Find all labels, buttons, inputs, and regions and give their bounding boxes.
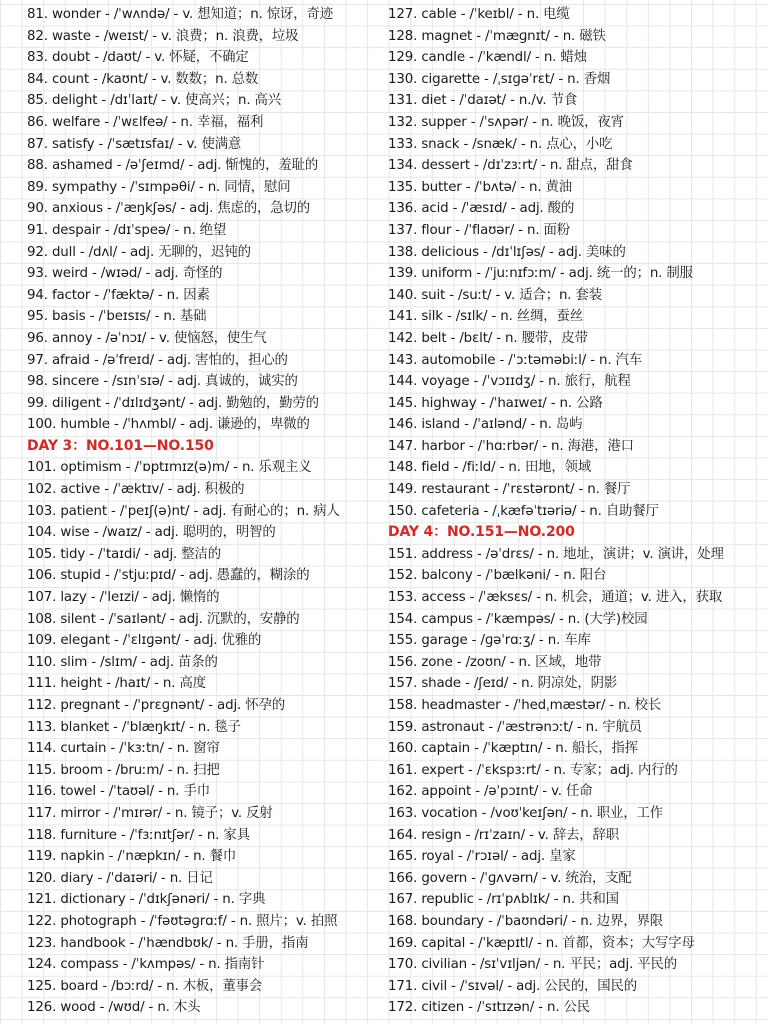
entry-145: 145. highway - /ˈhaɪweɪ/ - n. 公路 (388, 395, 603, 411)
entry-142: 142. belt - /bɛlt/ - n. 腰带，皮带 (388, 330, 588, 346)
entry-147: 147. harbor - /ˈhɑːrbər/ - n. 海港，港口 (388, 438, 634, 454)
entry-094: 94. factor - /ˈfæktə/ - n. 因素 (27, 287, 210, 303)
entry-090: 90. anxious - /ˈæŋkʃəs/ - adj. 焦虑的，急切的 (27, 201, 311, 217)
entry-107: 107. lazy - /ˈleɪzi/ - adj. 懒惰的 (27, 590, 220, 606)
entry-155: 155. garage - /ɡəˈrɑːʒ/ - n. 车库 (388, 633, 591, 649)
entry-113: 113. blanket - /ˈblæŋkɪt/ - n. 毯子 (27, 719, 241, 735)
entry-097: 97. afraid - /əˈfreɪd/ - adj. 害怕的，担心的 (27, 352, 288, 368)
entry-096: 96. annoy - /əˈnɔɪ/ - v. 使恼怒，使生气 (27, 330, 267, 346)
entry-123: 123. handbook - /ˈhændbʊk/ - n. 手册，指南 (27, 935, 309, 951)
entry-133: 133. snack - /snæk/ - n. 点心，小吃 (388, 136, 613, 152)
entry-138: 138. delicious - /dɪˈlɪʃəs/ - adj. 美味的 (388, 244, 626, 260)
entry-156: 156. zone - /zoʊn/ - n. 区域，地带 (388, 654, 602, 670)
entry-112: 112. pregnant - /ˈprɛɡnənt/ - adj. 怀孕的 (27, 698, 285, 713)
entry-092: 92. dull - /dʌl/ - adj. 无聊的，迟钝的 (27, 244, 251, 260)
entry-161: 161. expert - /ˈɛkspɜːrt/ - n. 专家；adj. 内行的 (388, 762, 678, 778)
entry-143: 143. automobile - /ˈɔːtəməbiːl/ - n. 汽车 (388, 352, 643, 368)
entry-110: 110. slim - /slɪm/ - adj. 苗条的 (27, 654, 218, 670)
entry-132: 132. supper - /ˈsʌpər/ - n. 晚饭，夜宵 (388, 114, 624, 130)
entry-154: 154. campus - /ˈkæmpəs/ - n. (大学)校园 (388, 611, 648, 627)
entry-102: 102. active - /ˈæktɪv/ - adj. 积极的 (27, 482, 245, 498)
entry-085: 85. delight - /dɪˈlaɪt/ - v. 使高兴；n. 高兴 (27, 93, 282, 109)
entry-172: 172. citizen - /ˈsɪtɪzən/ - n. 公民 (388, 1000, 591, 1016)
entry-129: 129. candle - /ˈkændl/ - n. 蜡烛 (388, 50, 587, 66)
entry-091: 91. despair - /dɪˈspeə/ - n. 绝望 (27, 222, 227, 238)
entry-125: 125. board - /bɔːrd/ - n. 木板，董事会 (27, 978, 263, 994)
entry-169: 169. capital - /ˈkæpɪtl/ - n. 首都，资本；大写字母 (388, 935, 695, 951)
entry-118: 118. furniture - /ˈfɜːnɪtʃər/ - n. 家具 (27, 827, 250, 843)
entry-130: 130. cigarette - /ˌsɪɡəˈrɛt/ - n. 香烟 (388, 71, 611, 87)
entry-128: 128. magnet - /ˈmæɡnɪt/ - n. 磁铁 (388, 28, 606, 44)
entry-160: 160. captain - /ˈkæptɪn/ - n. 船长，指挥 (388, 741, 639, 757)
entry-167: 167. republic - /rɪˈpʌblɪk/ - n. 共和国 (388, 892, 619, 908)
entry-140: 140. suit - /suːt/ - v. 适合；n. 套装 (388, 287, 602, 303)
entry-157: 157. shade - /ʃeɪd/ - n. 阴凉处，阴影 (388, 676, 618, 692)
entry-086: 86. welfare - /ˈwɛlfeə/ - n. 幸福，福利 (27, 114, 264, 130)
entry-101: 101. optimism - /ˈɒptɪmɪz(ə)m/ - n. 乐观主义 (27, 460, 312, 476)
entry-114: 114. curtain - /ˈkɜːtn/ - n. 窗帘 (27, 741, 220, 757)
entry-168: 168. boundary - /ˈbaʊndəri/ - n. 边界，界限 (388, 913, 663, 929)
entry-117: 117. mirror - /ˈmɪrər/ - n. 镜子；v. 反射 (27, 805, 273, 821)
entry-122: 122. photograph - /ˈfəʊtəɡrɑːf/ - n. 照片；v. 拍照 (27, 913, 338, 929)
entry-170: 170. civilian - /sɪˈvɪljən/ - n. 平民；adj. 平民的 (388, 957, 678, 973)
day-3-heading: DAY 3：NO.101—NO.150 (27, 437, 214, 454)
day-4-heading: DAY 4：NO.151—NO.200 (388, 524, 575, 541)
entry-127: 127. cable - /ˈkeɪbl/ - n. 电缆 (388, 7, 570, 22)
left-column (27, 4, 382, 1019)
entry-151: 151. address - /əˈdrɛs/ - n. 地址，演讲；v. 演讲，处理 (388, 546, 724, 562)
entry-120: 120. diary - /ˈdaɪəri/ - n. 日记 (27, 870, 213, 886)
entry-083: 83. doubt - /daʊt/ - v. 怀疑，不确定 (27, 50, 249, 66)
entry-159: 159. astronaut - /ˈæstrənɔːt/ - n. 宇航员 (388, 719, 642, 735)
entry-100: 100. humble - /ˈhʌmbl/ - adj. 谦逊的，卑微的 (27, 417, 310, 433)
entry-121: 121. dictionary - /ˈdɪkʃənəri/ - n. 字典 (27, 892, 266, 908)
entry-137: 137. flour - /ˈflaʊər/ - n. 面粉 (388, 222, 571, 238)
entry-146: 146. island - /ˈaɪlənd/ - n. 岛屿 (388, 417, 583, 433)
entry-152: 152. balcony - /ˈbælkəni/ - n. 阳台 (388, 568, 607, 584)
entry-093: 93. weird - /wɪəd/ - adj. 奇怪的 (27, 266, 223, 282)
entry-164: 164. resign - /rɪˈzaɪn/ - v. 辞去，辞职 (388, 827, 620, 843)
entry-111: 111. height - /haɪt/ - n. 高度 (27, 676, 206, 692)
entry-119: 119. napkin - /ˈnæpkɪn/ - n. 餐巾 (27, 849, 237, 865)
entry-136: 136. acid - /ˈæsɪd/ - adj. 酸的 (388, 201, 575, 217)
entry-148: 148. field - /fiːld/ - n. 田地，领域 (388, 460, 592, 476)
entry-163: 163. vocation - /voʊˈkeɪʃən/ - n. 职业，工作 (388, 805, 664, 821)
entry-153: 153. access - /ˈæksɛs/ - n. 机会，通道；v. 进入，获取 (388, 590, 723, 606)
entry-162: 162. appoint - /əˈpɔɪnt/ - v. 任命 (388, 784, 593, 800)
entry-089: 89. sympathy - /ˈsɪmpəθi/ - n. 同情，慰问 (27, 179, 291, 195)
entry-149: 149. restaurant - /ˈrɛstərɒnt/ - n. 餐厅 (388, 482, 631, 498)
entry-106: 106. stupid - /ˈstjuːpɪd/ - adj. 愚蠢的，糊涂的 (27, 568, 310, 584)
entry-134: 134. dessert - /dɪˈzɜːrt/ - n. 甜点，甜食 (388, 158, 633, 174)
entry-116: 116. towel - /ˈtaʊəl/ - n. 手巾 (27, 784, 210, 800)
entry-150: 150. cafeteria - /ˌkæfəˈtɪəriə/ - n. 自助餐厅 (388, 503, 659, 519)
entry-082: 82. waste - /weɪst/ - v. 浪费；n. 浪费，垃圾 (27, 28, 299, 44)
entry-171: 171. civil - /ˈsɪvəl/ - adj. 公民的，国民的 (388, 978, 638, 994)
entry-081: 81. wonder - /ˈwʌndə/ - v. 想知道；n. 惊讶，奇迹 (27, 7, 333, 22)
entry-098: 98. sincere - /sɪnˈsɪə/ - adj. 真诚的，诚实的 (27, 374, 298, 390)
entry-099: 99. diligent - /ˈdɪlɪdʒənt/ - adj. 勤勉的，勤劳的 (27, 395, 319, 411)
entry-135: 135. butter - /ˈbʌtə/ - n. 黄油 (388, 179, 573, 195)
entry-103: 103. patient - /ˈpeɪʃ(ə)nt/ - adj. 有耐心的；n. 病人 (27, 503, 340, 519)
entry-166: 166. govern - /ˈɡʌvərn/ - v. 统治，支配 (388, 870, 632, 886)
right-column (388, 4, 764, 1019)
entry-165: 165. royal - /ˈrɔɪəl/ - adj. 皇家 (388, 849, 576, 865)
entry-095: 95. basis - /ˈbeɪsɪs/ - n. 基础 (27, 309, 207, 325)
entry-158: 158. headmaster - /ˈhedˌmæstər/ - n. 校长 (388, 698, 662, 713)
entry-126: 126. wood - /wʊd/ - n. 木头 (27, 1000, 201, 1016)
entry-088: 88. ashamed - /əˈʃeɪmd/ - adj. 惭愧的，羞耻的 (27, 158, 319, 174)
entry-108: 108. silent - /ˈsaɪlənt/ - adj. 沉默的，安静的 (27, 611, 300, 627)
entry-109: 109. elegant - /ˈɛlɪɡənt/ - adj. 优雅的 (27, 633, 262, 649)
entry-084: 84. count - /kaʊnt/ - v. 数数；n. 总数 (27, 71, 259, 87)
entry-104: 104. wise - /waɪz/ - adj. 聪明的，明智的 (27, 525, 276, 541)
entry-144: 144. voyage - /ˈvɔɪɪdʒ/ - n. 旅行，航程 (388, 374, 631, 390)
entry-131: 131. diet - /ˈdaɪət/ - n./v. 节食 (388, 93, 578, 109)
entry-139: 139. uniform - /ˈjuːnɪfɔːm/ - adj. 统一的；n. 制服 (388, 266, 693, 282)
entry-115: 115. broom - /bruːm/ - n. 扫把 (27, 762, 220, 778)
entry-087: 87. satisfy - /ˈsætɪsfaɪ/ - v. 使满意 (27, 136, 242, 152)
entry-105: 105. tidy - /ˈtaɪdi/ - adj. 整洁的 (27, 546, 221, 562)
entry-124: 124. compass - /ˈkʌmpəs/ - n. 指南针 (27, 957, 265, 973)
entry-141: 141. silk - /sɪlk/ - n. 丝绸，蚕丝 (388, 309, 583, 325)
